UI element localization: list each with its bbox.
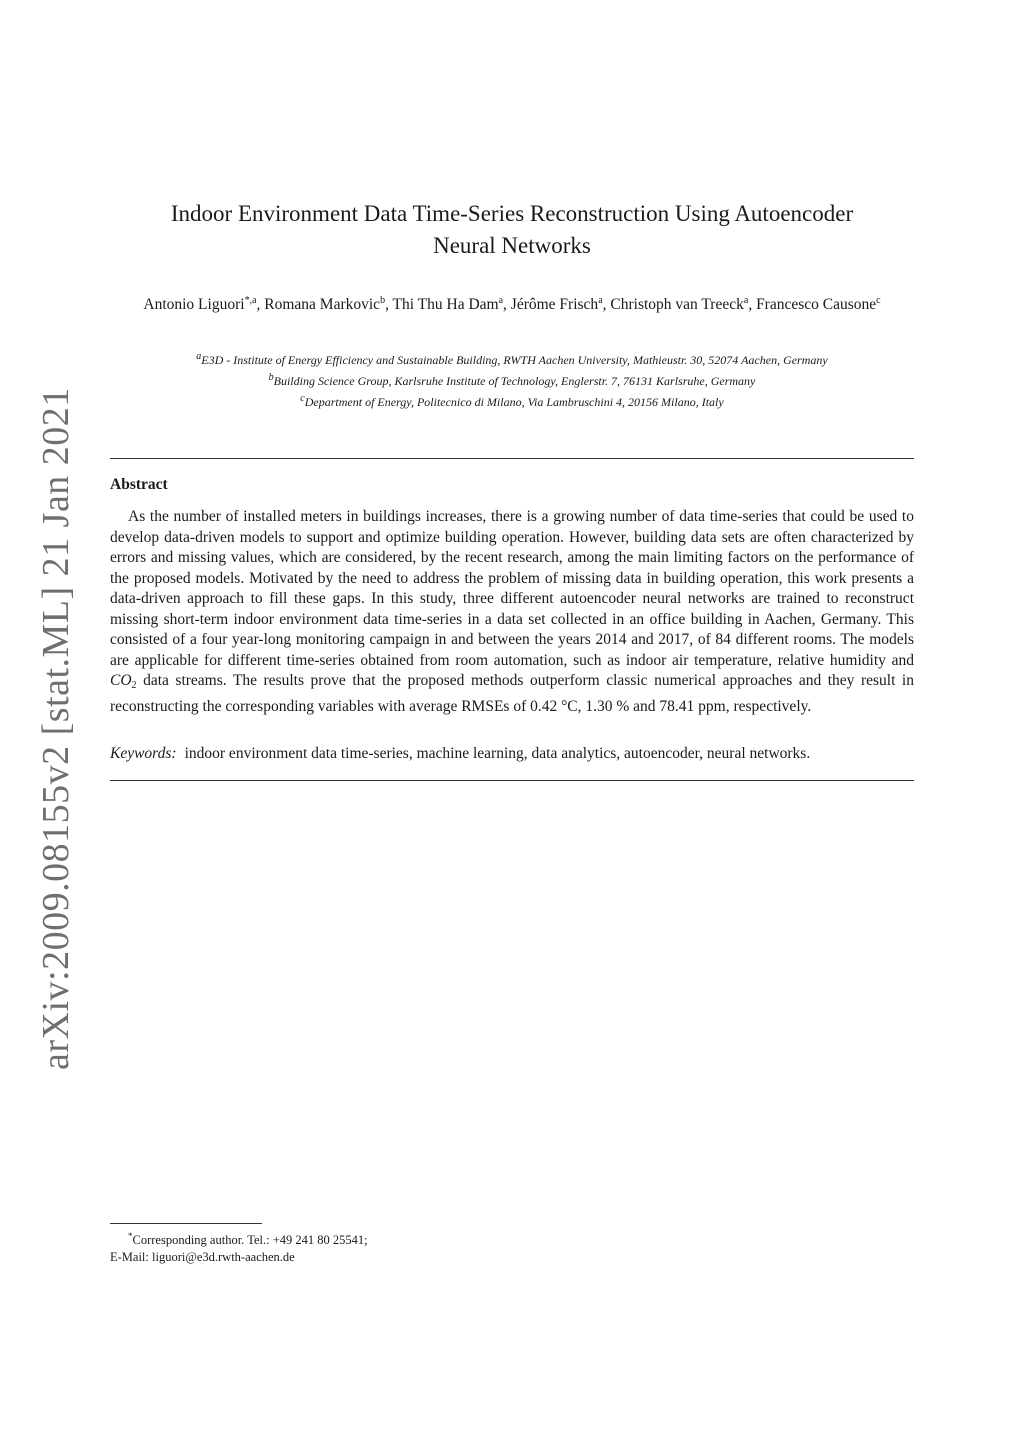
author-6: Francesco Causone$^c$ — [756, 295, 881, 314]
title-line-2: Neural Networks — [433, 233, 591, 258]
author-1: Antonio Liguori$^{*,a}$, — [143, 295, 265, 314]
abstract-body: As the number of installed meters in buildings increases, there is a growing number of data time-series that could be used to develop data-driven models to support and optimize building operation. However, building data sets are often characterized by errors and missing values, which are considered, by the recent research, among the main limiting factors on the performance of the proposed models. Motivated by the need to address the problem of missing data in building operation, this work presents a data-driven approach to fill these gaps. In this study, three different autoencoder neural networks are trained to reconstruct missing short-term indoor environment data time-series in a data set collected in an office building in Aachen, Germany. This consisted of a four year-long monitoring campaign in and between the years 2014 and 2017, of 84 different rooms. The models are applicable for different time-series obtained from room automation, such as indoor air temperature, relative humidity and $CO_2$ data streams. The results prove that the proposed methods outperform classic numerical approaches and they result in reconstructing the corresponding variables with average RMSEs of 0.42 °C, 1.30 % and 78.41 ppm, respectively. — [110, 508, 914, 715]
author-list — [110, 290, 914, 315]
affiliation-c: $^c$Department of Energy, Politecnico di Milano, Via Lambruschini 4, 20156 Milano, Italy — [300, 393, 724, 409]
footnote-divider — [110, 1223, 262, 1224]
abstract-top-divider — [110, 458, 914, 459]
paper-title — [110, 198, 914, 262]
abstract-bottom-divider — [110, 780, 914, 781]
co2-formula: $CO_2$ — [110, 672, 137, 691]
keywords — [110, 744, 914, 764]
footnote-line-2: E-Mail: liguori@e3d.rwth-aachen.de — [110, 1250, 295, 1265]
affiliation-list — [110, 348, 914, 411]
author-5: Christoph van Treeck$^a$, — [610, 295, 757, 314]
author-3: Thi Thu Ha Dam$^a$, — [392, 295, 511, 314]
abstract-heading: Abstract — [110, 476, 168, 493]
author-4: Jérôme Frisch$^a$, — [510, 295, 611, 314]
affiliation-a: $^a$E3D - Institute of Energy Efficiency and Sustainable Building, RWTH Aachen University, Mathieustr. 30, 52074 Aachen, Germany — [196, 351, 828, 367]
arxiv-identifier-stamp: arXiv:2009.08155v2 [stat.ML] 21 Jan 2021 — [35, 387, 77, 1070]
footnote-line-1: *Corresponding author. Tel.: +49 241 80 25541; — [128, 1231, 368, 1248]
keywords-label: Keywords: — [110, 745, 177, 762]
author-2: Romana Markovic$^b$, — [264, 295, 393, 314]
title-line-1: Indoor Environment Data Time-Series Reconstruction Using Autoencoder — [170, 201, 854, 226]
footnote — [110, 1228, 914, 1266]
keywords-text: indoor environment data time-series, machine learning, data analytics, autoencoder, neural networks. — [184, 745, 811, 762]
affiliation-b: $^b$Building Science Group, Karlsruhe Institute of Technology, Englerstr. 7, 76131 Karlsruhe, Germany — [268, 372, 756, 388]
